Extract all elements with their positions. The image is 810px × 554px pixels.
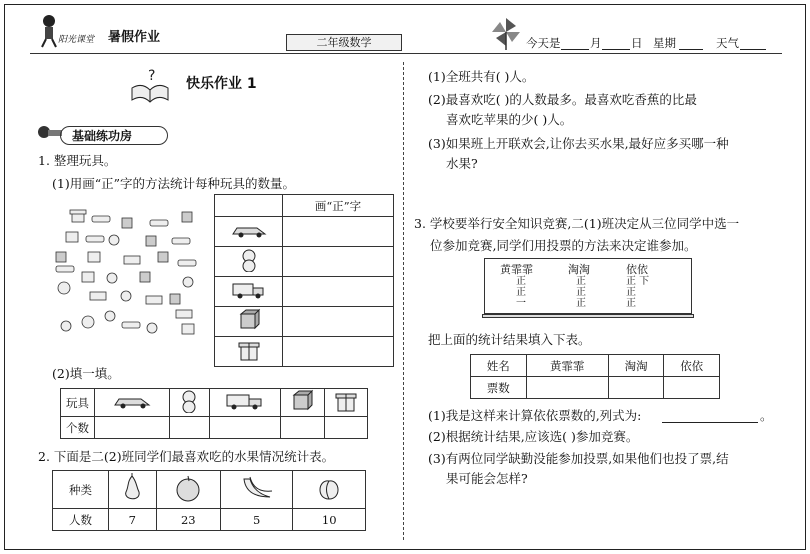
truck-icon [146, 296, 162, 304]
q3-1: (1)我是这样来计算依依票数的,列式为: [428, 408, 642, 423]
q3-3a: (3)有两位同学缺勤没能参加投票,如果他们也投了票,结 [428, 451, 729, 466]
tally-1-b: 正 [516, 287, 526, 298]
cube-icon [170, 294, 180, 304]
board-name-2: 淘淘 [568, 263, 590, 276]
count-cell[interactable] [209, 417, 280, 439]
car-icon [178, 260, 196, 266]
vote-table [470, 354, 720, 399]
bear-icon [169, 389, 209, 417]
count-row-label: 个数 [61, 417, 95, 439]
bear-icon [109, 235, 119, 245]
bear-icon [147, 323, 157, 333]
fruit-row1-label: 种类 [53, 471, 109, 509]
car-icon [172, 238, 190, 244]
bear-icon [58, 282, 70, 294]
cube-icon [140, 272, 150, 282]
toy-row-label: 玩具 [61, 389, 95, 417]
cube-icon [146, 236, 156, 246]
bear-icon [82, 316, 94, 328]
bear-icon [183, 277, 193, 287]
gift-icon [88, 252, 100, 262]
column-divider [403, 62, 404, 540]
weather-blank[interactable] [740, 38, 766, 50]
vote-header-name: 姓名 [471, 355, 527, 377]
tally-cell-gift[interactable] [283, 337, 394, 367]
tally-3-c: 正 [626, 298, 636, 309]
weekday-label: 星期 [653, 36, 676, 50]
fruit-row2-label: 人数 [53, 509, 109, 531]
gift-icon [70, 210, 86, 222]
apple-icon [156, 471, 220, 509]
cube-icon [122, 218, 132, 228]
bear-icon [105, 311, 115, 321]
q3-1-end: 。 [760, 408, 773, 423]
count-cell[interactable] [95, 417, 170, 439]
vote-cell[interactable] [526, 377, 608, 399]
weekday-blank[interactable] [679, 38, 703, 50]
tally-cell-bear[interactable] [283, 247, 394, 277]
cube-icon [158, 252, 168, 262]
peach-icon [293, 471, 366, 509]
gift-icon [182, 324, 194, 334]
vote-header-1: 黄霏霏 [526, 355, 608, 377]
fruit-table [52, 470, 366, 531]
tally-cell-cube[interactable] [283, 307, 394, 337]
tally-3-b: 正 [626, 287, 636, 298]
q1-sub2: (2)填一填。 [52, 366, 120, 381]
board-name-3: 依依 [626, 263, 648, 276]
cube-icon [215, 307, 283, 337]
q3-1-answer-blank[interactable] [662, 411, 758, 423]
pear-icon [109, 471, 157, 509]
tally-2-b: 正 [576, 287, 586, 298]
toy-count-table [60, 388, 368, 439]
car-icon [56, 266, 74, 272]
month-label: 月 [590, 36, 602, 50]
tally-cell-car[interactable] [283, 217, 394, 247]
gift-icon [215, 337, 283, 367]
q3-2: (2)根据统计结果,应该选( )参加竞赛。 [428, 429, 639, 444]
car-icon [92, 216, 110, 222]
day-blank[interactable] [602, 38, 630, 50]
svg-text:?: ? [148, 68, 156, 84]
q1-title: 1. 整理玩具。 [38, 153, 117, 168]
header-rule [30, 53, 782, 54]
car-icon [95, 389, 170, 417]
q2-3a: (3)如果班上开联欢会,让你去买水果,最好应多买哪一种 [428, 136, 729, 151]
count-cell[interactable] [169, 417, 209, 439]
date-prefix: 今天是 [526, 36, 561, 50]
car-icon [215, 217, 283, 247]
vote-row-label: 票数 [471, 377, 527, 399]
vote-cell[interactable] [664, 377, 720, 399]
book-question-icon [130, 66, 170, 104]
banana-icon [220, 471, 293, 509]
q2-2b: 喜欢吃苹果的少( )人。 [446, 112, 573, 127]
tally-1-c: 一 [516, 298, 526, 309]
truck-icon [209, 389, 280, 417]
vote-cell[interactable] [608, 377, 664, 399]
fill-instruction: 把上面的统计结果填入下表。 [428, 332, 591, 347]
scattered-toys [50, 206, 210, 356]
mascot-icon [38, 14, 60, 48]
grade-box: 二年级数学 [286, 34, 402, 51]
page-title: 快乐作业 1 [186, 76, 257, 92]
q2-3b: 水果? [446, 156, 478, 171]
tally-cell-truck[interactable] [283, 277, 394, 307]
gift-icon [82, 272, 94, 282]
q2-title: 2. 下面是二(2)班同学们最喜欢吃的水果情况统计表。 [38, 449, 335, 464]
cube-icon [56, 252, 66, 262]
truck-icon [90, 292, 106, 300]
pear-count: 7 [109, 509, 157, 531]
bear-icon [215, 247, 283, 277]
brand-small: 阳光课堂 [58, 35, 95, 45]
board-name-1: 黄霏霏 [500, 263, 533, 276]
tally-table [214, 194, 394, 367]
tally-header: 画“正”字 [283, 195, 394, 217]
truck-icon [124, 256, 140, 264]
count-cell[interactable] [324, 417, 368, 439]
pinwheel-icon [490, 16, 522, 50]
q3-b: 位参加竞赛,同学们用投票的方法来决定谁参加。 [430, 238, 697, 253]
car-icon [122, 322, 140, 328]
tally-1-a: 正 [516, 276, 526, 287]
banana-count: 5 [220, 509, 293, 531]
vote-header-3: 依依 [664, 355, 720, 377]
q2-1: (1)全班共有( )人。 [428, 69, 535, 84]
vote-header-2: 淘淘 [608, 355, 664, 377]
board-ledge [482, 314, 694, 318]
gift-icon [66, 232, 78, 242]
section-title: 基础练功房 [72, 129, 133, 143]
cube-icon [281, 389, 324, 417]
bear-icon [107, 273, 117, 283]
tally-2-a: 正 [576, 276, 586, 287]
bear-icon [61, 321, 71, 331]
weather-label: 天气 [716, 36, 739, 50]
bear-icon [121, 291, 131, 301]
count-cell[interactable] [281, 417, 324, 439]
q1-sub1: (1)用画“正”字的方法统计每种玩具的数量。 [52, 176, 295, 191]
brand-title: 暑假作业 [108, 30, 161, 45]
q3-a: 3. 学校要举行安全知识竞赛,二(1)班决定从三位同学中选一 [414, 216, 740, 231]
cube-icon [182, 212, 192, 222]
tally-2-c: 正 [576, 298, 586, 309]
car-icon [86, 236, 104, 242]
peach-count: 10 [293, 509, 366, 531]
truck-icon [215, 277, 283, 307]
gift-icon [324, 389, 368, 417]
apple-count: 23 [156, 509, 220, 531]
q2-2a: (2)最喜欢吃( )的人数最多。最喜欢吃香蕉的比最 [428, 92, 697, 107]
day-label: 日 [631, 36, 643, 50]
tally-3-a: 正 下 [626, 276, 650, 287]
car-icon [150, 220, 168, 226]
month-blank[interactable] [561, 38, 589, 50]
q3-3b: 果可能会怎样? [446, 471, 528, 486]
truck-icon [176, 310, 192, 318]
